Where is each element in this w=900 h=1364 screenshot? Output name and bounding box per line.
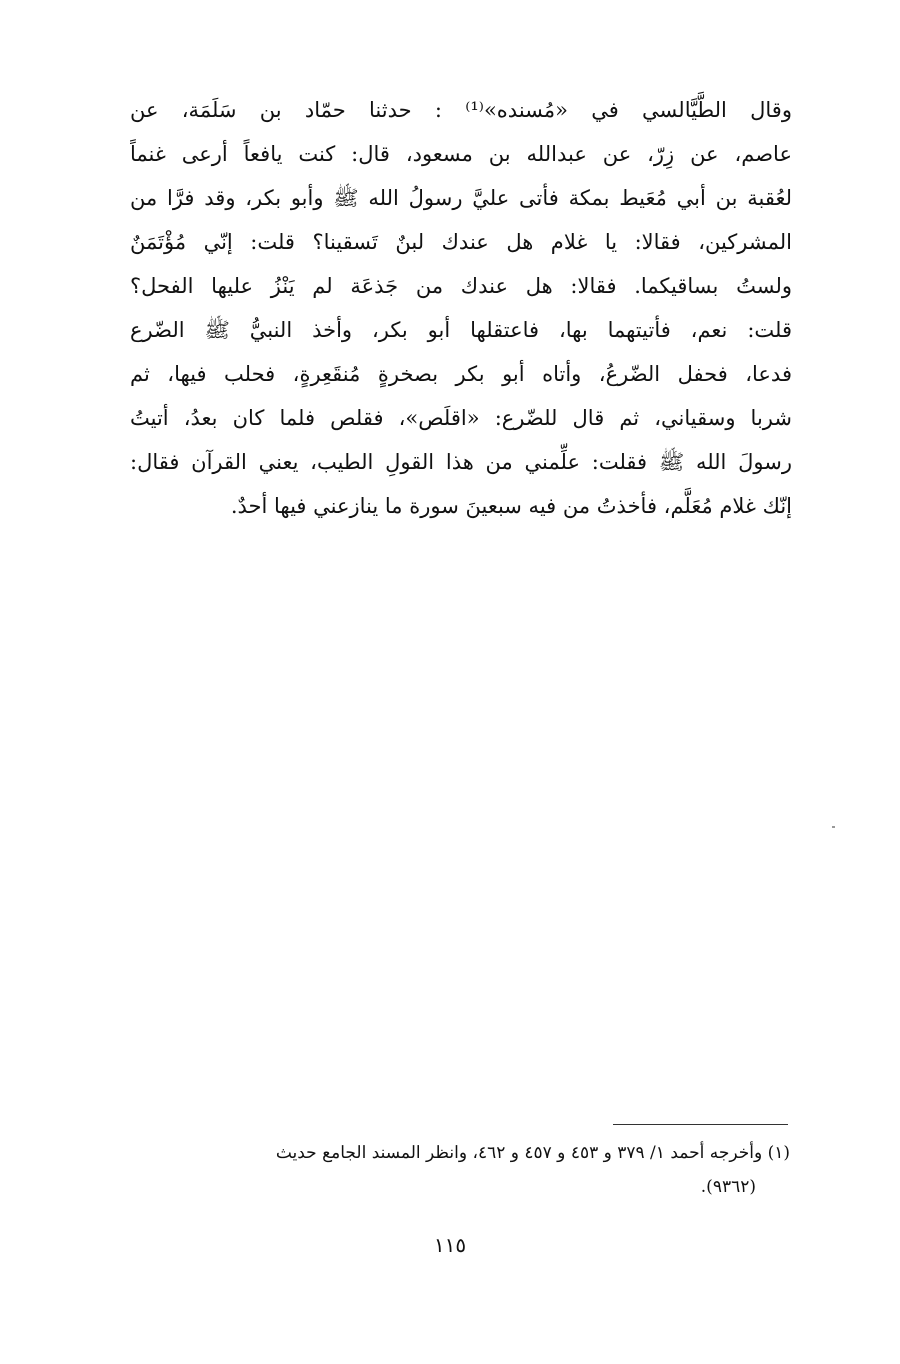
text-line-10: إنّك غلام مُعَلَّم، فأخذتُ من فيه سبعينَ سورة ما ينازعني فيها أحدٌ. bbox=[230, 494, 792, 518]
page-number: ١١٥ bbox=[433, 1233, 467, 1257]
text-line-2: عاصم، عن زِرّ، عن عبدالله بن مسعود، قال: كنت يافعاً أرعى غنماً bbox=[130, 142, 792, 166]
text-line-5: ولستُ بساقيكما. فقالا: هل عندك من جَذعَة لم يَنْزُ عليها الفحل؟ bbox=[130, 274, 792, 298]
text-line-9: رسولَ الله ﷺ فقلت: علِّمني من هذا القولِ الطيب، يعني القرآن فقال: bbox=[130, 450, 792, 474]
text-line-7: فدعا، فحفل الضّرعُ، وأتاه أبو بكر بصخرةٍ مُنقَعِرةٍ، فحلب فيها، ثم bbox=[130, 362, 792, 386]
text-line-3: لعُقبة بن أبي مُعَيط بمكة فأتى عليَّ رسولُ الله ﷺ وأبو بكر، وقد فرَّا من bbox=[130, 186, 792, 210]
text-line-4: المشركين، فقالا: يا غلام هل عندك لبنٌ تَسقينا؟ قلت: إنّي مُؤْتَمَنٌ bbox=[130, 230, 792, 254]
main-text-block bbox=[130, 88, 792, 528]
scan-speck bbox=[832, 826, 835, 828]
footnote-divider bbox=[613, 1124, 788, 1125]
footnotes-block bbox=[136, 1136, 790, 1204]
text-line-1: وقال الطَّيَّالسي في «مُسنده»⁽¹⁾ : حدثنا حمّاد بن سَلَمَة، عن bbox=[130, 98, 792, 122]
footnote-line-2: (٩٣٦٢). bbox=[700, 1177, 756, 1197]
text-line-6: قلت: نعم، فأتيتهما بها، فاعتقلها أبو بكر، وأخذ النبيُّ ﷺ الضّرع bbox=[130, 318, 792, 342]
text-line-8: شربا وسقياني، ثم قال للضّرع: «اقلَص»، فقلص فلما كان بعدُ، أتيتُ bbox=[130, 406, 792, 430]
footnote-line-1: (١) وأخرجه أحمد ١/ ٣٧٩ و ٤٥٣ و ٤٥٧ و ٤٦٢، وانظر المسند الجامع حديث bbox=[275, 1143, 790, 1163]
